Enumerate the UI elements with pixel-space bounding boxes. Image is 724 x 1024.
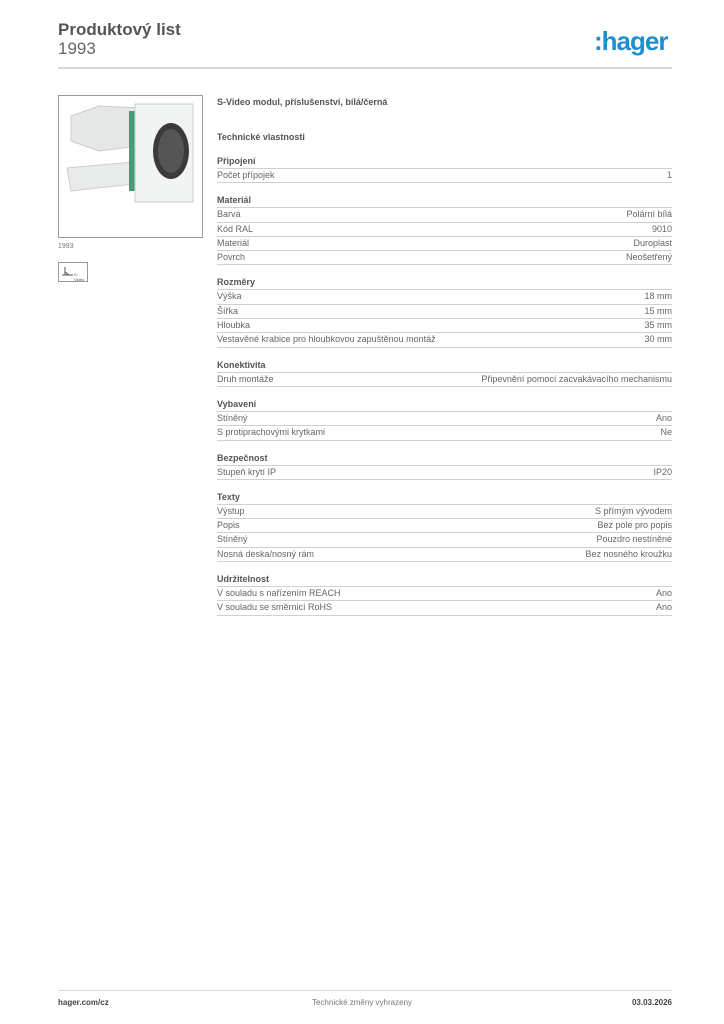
spec-value: Ne — [660, 427, 672, 438]
s-video-icon — [58, 262, 88, 282]
spec-row — [217, 373, 672, 387]
spec-section — [217, 397, 672, 441]
product-name: S-Video modul, příslušenství, bílá/černá — [217, 97, 388, 107]
section-heading: Udržitelnost — [217, 572, 672, 587]
spec-row — [217, 548, 672, 562]
section-heading: Texty — [217, 490, 672, 505]
spec-label: Stupeň krytí IP — [217, 466, 277, 477]
spec-value: S přímým vývodem — [594, 505, 672, 516]
spec-row — [217, 519, 672, 533]
spec-label: Hloubka — [217, 320, 251, 331]
spec-label: Výška — [217, 291, 242, 302]
spec-label: Šířka — [217, 305, 239, 316]
spec-section — [217, 358, 672, 387]
hager-logo: :hager — [594, 26, 668, 56]
spec-label: Počet přípojek — [217, 170, 275, 180]
spec-value: IP20 — [653, 466, 672, 477]
spec-label: Vestavěné krabice pro hloubkovou zapuštěnou montáž — [217, 334, 436, 345]
spec-section — [217, 275, 672, 347]
product-image — [58, 95, 203, 238]
section-heading: Rozměry — [217, 275, 672, 290]
spec-row — [217, 305, 672, 319]
spec-value: Ano — [655, 588, 672, 599]
spec-row — [217, 251, 672, 265]
section-heading: Konektivita — [217, 358, 672, 373]
spec-label: V souladu s nařízením REACH — [217, 588, 341, 599]
spec-label: Stíněný — [217, 412, 248, 423]
spec-value: Ano — [655, 412, 672, 423]
spec-row — [217, 208, 672, 222]
spec-value: 30 mm — [644, 334, 672, 345]
tech-heading: Technické vlastnosti — [217, 132, 305, 142]
spec-label: Materiál — [217, 237, 250, 248]
spec-row — [217, 319, 672, 333]
spec-value: Bez nosného kroužku — [585, 548, 672, 559]
spec-label: Výstup — [217, 505, 245, 516]
product-number: 1993 — [58, 39, 96, 58]
spec-row — [217, 412, 672, 426]
spec-row — [217, 237, 672, 251]
spec-value: 9010 — [651, 223, 672, 234]
spec-value: 1 — [666, 170, 672, 180]
spec-label: Kód RAL — [217, 223, 254, 234]
section-heading: Připojení — [217, 154, 672, 169]
section-heading: Bezpečnost — [217, 451, 672, 466]
spec-value: Bez pole pro popis — [597, 520, 672, 531]
footer-note: Technické změny vyhrazeny — [311, 998, 413, 1007]
spec-section — [217, 451, 672, 480]
spec-value: 15 mm — [644, 305, 672, 316]
spec-value: Polární bílá — [626, 209, 672, 220]
spec-label: V souladu se směrnicí RoHS — [217, 602, 333, 613]
spec-row — [217, 533, 672, 547]
spec-row — [217, 505, 672, 519]
spec-label: Povrch — [217, 252, 246, 263]
spec-value: Připevnění pomocí zacvakávacího mechanismu — [481, 373, 672, 384]
spec-section — [217, 193, 672, 265]
spec-value: Ano — [655, 602, 672, 613]
spec-value: Pouzdro nestíněné — [596, 534, 672, 545]
section-heading: Vybavení — [217, 397, 672, 412]
spec-label: Barva — [217, 209, 241, 220]
spec-section — [217, 490, 672, 562]
spec-row — [217, 426, 672, 440]
spec-value: Neošetřený — [625, 252, 672, 263]
header-divider — [58, 67, 672, 69]
spec-row — [217, 466, 672, 480]
spec-label: Popis — [217, 520, 240, 531]
page-title: Produktový list — [58, 20, 181, 39]
spec-label: Stíněný — [217, 534, 248, 545]
image-caption: 1993 — [58, 243, 74, 250]
footer-website[interactable]: hager.com/cz — [58, 998, 109, 1007]
s-video-label: S-Video — [74, 272, 85, 282]
spec-value: 35 mm — [644, 320, 672, 331]
spec-row — [217, 290, 672, 304]
spec-section — [217, 572, 672, 616]
spec-row — [217, 223, 672, 237]
footer-divider — [58, 990, 672, 991]
spec-row — [217, 169, 672, 183]
spec-column — [217, 95, 672, 616]
spec-label: Nosná deska/nosný rám — [217, 548, 315, 559]
spec-label: Druh montáže — [217, 373, 274, 384]
spec-value: Duroplast — [633, 237, 672, 248]
footer-date: 03.03.2026 — [631, 998, 672, 1007]
spec-row — [217, 587, 672, 601]
spec-row — [217, 601, 672, 615]
spec-section — [217, 154, 672, 183]
spec-row — [217, 333, 672, 347]
section-heading: Materiál — [217, 193, 672, 208]
spec-label: S protiprachovými krytkami — [217, 427, 326, 438]
spec-value: 18 mm — [644, 291, 672, 302]
